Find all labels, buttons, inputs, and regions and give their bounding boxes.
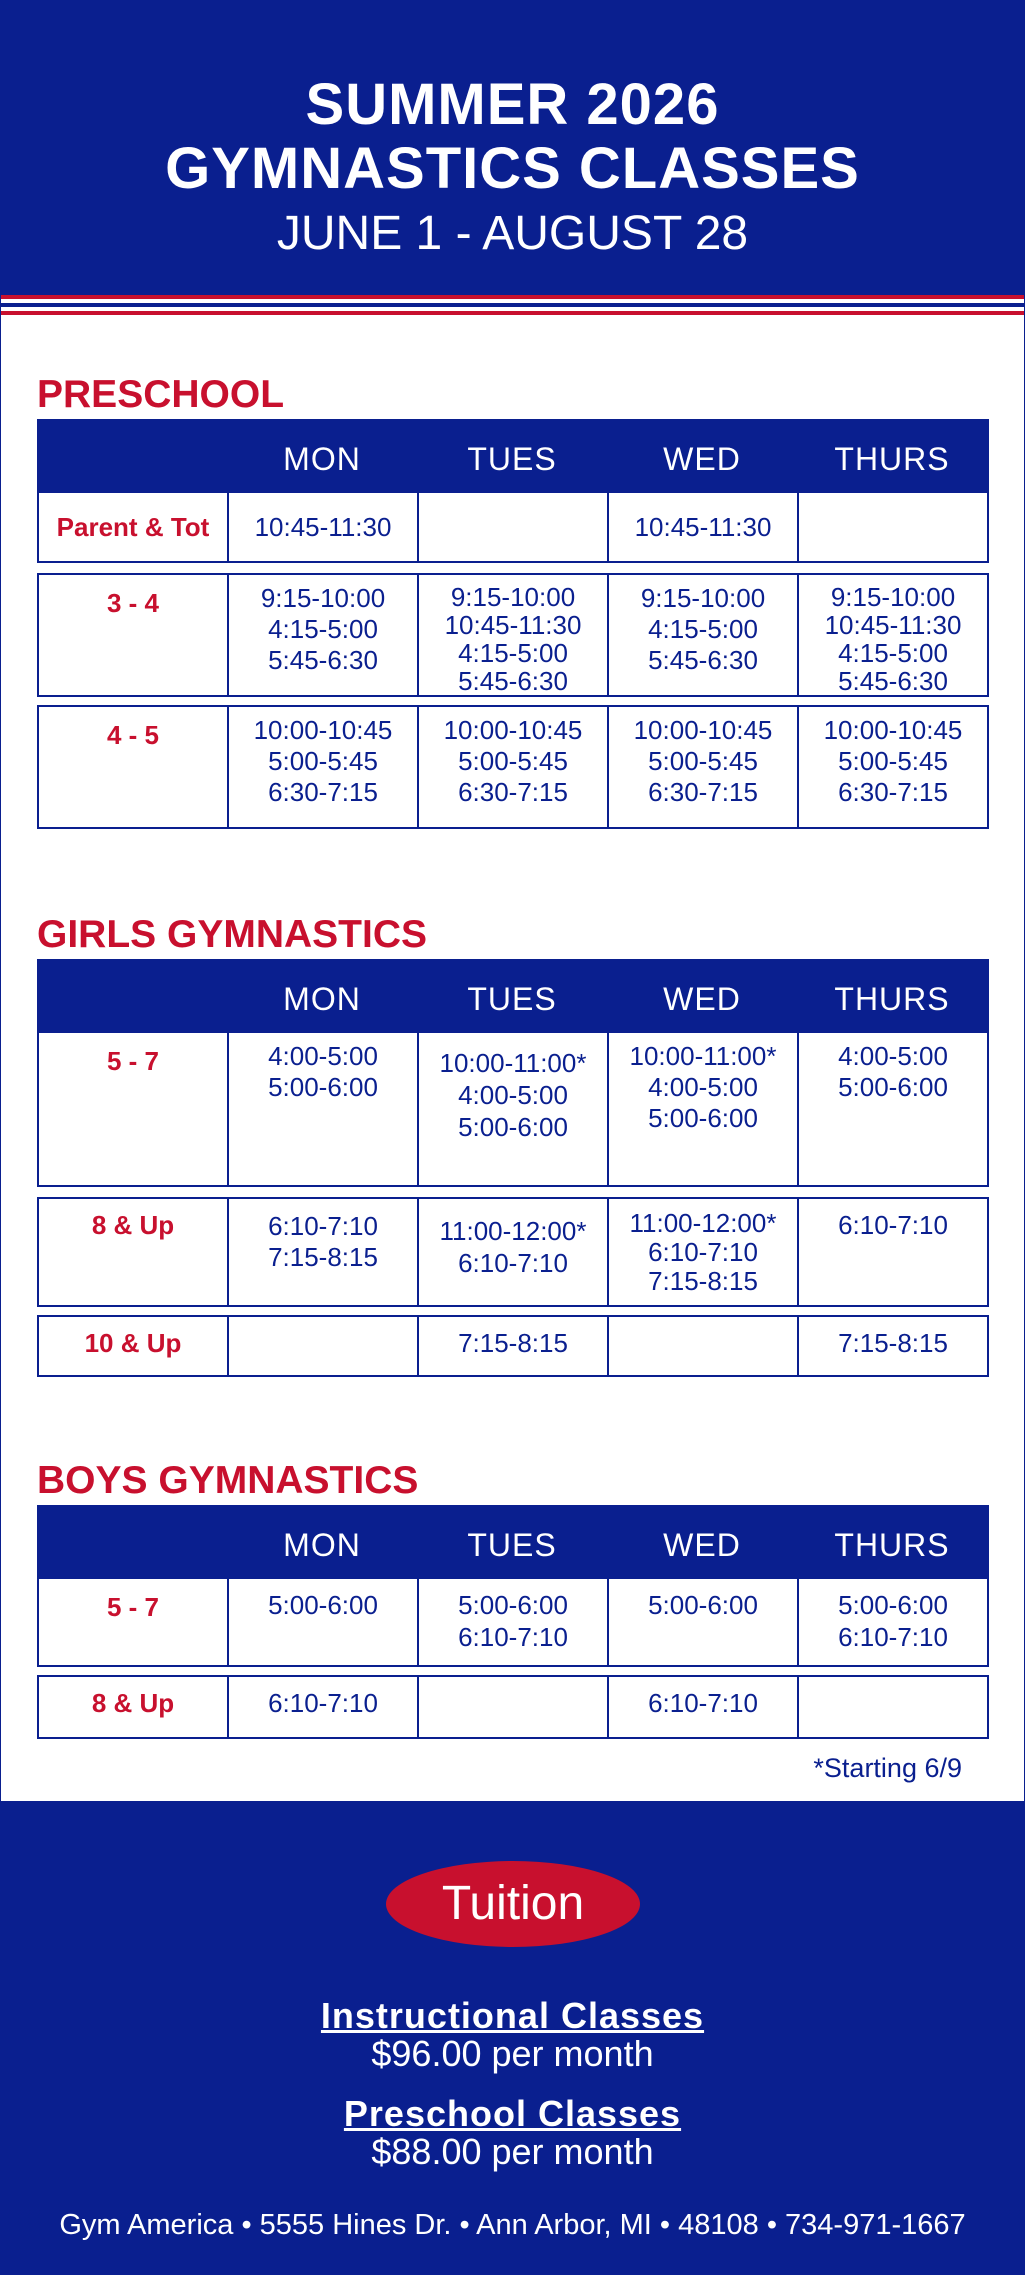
- tuition-title-instructional: Instructional Classes: [320, 1995, 705, 2036]
- day-header: THURS: [834, 981, 950, 1017]
- stripe-blue: [1, 303, 1024, 307]
- table-row: [37, 573, 989, 697]
- row-label: 3 - 4: [106, 588, 160, 618]
- day-header: MON: [283, 441, 361, 477]
- day-header: MON: [283, 1527, 361, 1563]
- header-date-range: JUNE 1 - AUGUST 28: [276, 207, 749, 260]
- time-cell: 10:00-10:45 5:00-5:45 6:30-7:15: [227, 707, 417, 827]
- tuition-price-preschool: $88.00 per month: [371, 2131, 654, 2172]
- time-cell: 10:45-11:30: [607, 493, 797, 561]
- section-title: PRESCHOOL: [37, 373, 285, 416]
- time-cell: [417, 1677, 607, 1737]
- row-label: 10 & Up: [84, 1328, 182, 1358]
- table-header: [37, 1505, 989, 1579]
- row-label: 5 - 7: [106, 1592, 160, 1622]
- row-label: 8 & Up: [91, 1210, 175, 1240]
- day-header: TUES: [467, 441, 557, 477]
- time-cell: 5:00-6:00: [227, 1579, 417, 1665]
- day-header: WED: [663, 1527, 741, 1563]
- contact-address: Gym America • 5555 Hines Dr. • Ann Arbor, MI • 48108 • 734-971-1667: [59, 2209, 966, 2241]
- time-cell: 10:45-11:30: [227, 493, 417, 561]
- day-header: TUES: [467, 1527, 557, 1563]
- section-title: GIRLS GYMNASTICS: [37, 913, 428, 956]
- time-cell: 10:00-11:00* 4:00-5:00 5:00-6:00: [417, 1033, 607, 1185]
- table-header: [37, 959, 989, 1033]
- time-cell: 5:00-6:00: [607, 1579, 797, 1665]
- tuition-title-preschool: Preschool Classes: [343, 2093, 682, 2134]
- table-header: [37, 419, 989, 493]
- header-spacer: [37, 419, 227, 493]
- time-cell: 4:00-5:00 5:00-6:00: [227, 1033, 417, 1185]
- time-cell: 11:00-12:00* 6:10-7:10 7:15-8:15: [607, 1199, 797, 1305]
- row-label: 8 & Up: [91, 1688, 175, 1718]
- header-banner: [1, 1, 1024, 295]
- time-cell: 10:00-10:45 5:00-5:45 6:30-7:15: [417, 707, 607, 827]
- tuition-footer: [1, 1801, 1024, 2274]
- time-cell: 6:10-7:10 7:15-8:15: [227, 1199, 417, 1305]
- header-stripes: [1, 295, 1024, 321]
- tuition-badge: Tuition: [386, 1861, 640, 1947]
- time-cell: [607, 1317, 797, 1375]
- time-cell: [417, 493, 607, 561]
- time-cell: 4:00-5:00 5:00-6:00: [797, 1033, 987, 1185]
- header-title-line1: SUMMER 2026: [305, 72, 720, 137]
- time-cell: 6:10-7:10: [607, 1677, 797, 1737]
- time-cell: [797, 493, 987, 561]
- day-header: TUES: [467, 981, 557, 1017]
- row-label: Parent & Tot: [56, 512, 210, 542]
- time-cell: [797, 1677, 987, 1737]
- time-cell: 9:15-10:00 10:45-11:30 4:15-5:00 5:45-6:30: [797, 575, 987, 695]
- header-spacer: [37, 959, 227, 1033]
- table-row: [37, 1315, 989, 1377]
- time-cell: 5:00-6:00 6:10-7:10: [417, 1579, 607, 1665]
- footnote: *Starting 6/9: [813, 1753, 962, 1783]
- table-row: [37, 1675, 989, 1739]
- time-cell: 6:10-7:10: [797, 1199, 987, 1305]
- time-cell: 10:00-10:45 5:00-5:45 6:30-7:15: [607, 707, 797, 827]
- time-cell: 9:15-10:00 4:15-5:00 5:45-6:30: [227, 575, 417, 695]
- header-spacer: [37, 1505, 227, 1579]
- time-cell: 9:15-10:00 4:15-5:00 5:45-6:30: [607, 575, 797, 695]
- section-title: BOYS GYMNASTICS: [37, 1459, 419, 1502]
- time-cell: 10:00-11:00* 4:00-5:00 5:00-6:00: [607, 1033, 797, 1185]
- time-cell: 5:00-6:00 6:10-7:10: [797, 1579, 987, 1665]
- header-title-line2: GYMNASTICS CLASSES: [165, 136, 860, 201]
- row-label: 5 - 7: [106, 1046, 160, 1076]
- stripe-red-top: [1, 295, 1024, 299]
- day-header: THURS: [834, 1527, 950, 1563]
- time-cell: 10:00-10:45 5:00-5:45 6:30-7:15: [797, 707, 987, 827]
- stripe-red-bottom: [1, 311, 1024, 315]
- table-row: [37, 705, 989, 829]
- time-cell: 7:15-8:15: [417, 1317, 607, 1375]
- time-cell: [227, 1317, 417, 1375]
- time-cell: 6:10-7:10: [227, 1677, 417, 1737]
- time-cell: 7:15-8:15: [797, 1317, 987, 1375]
- table-row: [37, 1031, 989, 1187]
- table-row: [37, 1197, 989, 1307]
- row-label: 4 - 5: [106, 720, 160, 750]
- time-cell: 11:00-12:00* 6:10-7:10: [417, 1199, 607, 1305]
- table-row: [37, 491, 989, 563]
- day-header: WED: [663, 981, 741, 1017]
- table-row: [37, 1577, 989, 1667]
- tuition-price-instructional: $96.00 per month: [371, 2033, 654, 2074]
- day-header: THURS: [834, 441, 950, 477]
- day-header: MON: [283, 981, 361, 1017]
- time-cell: 9:15-10:00 10:45-11:30 4:15-5:00 5:45-6:30: [417, 575, 607, 695]
- day-header: WED: [663, 441, 741, 477]
